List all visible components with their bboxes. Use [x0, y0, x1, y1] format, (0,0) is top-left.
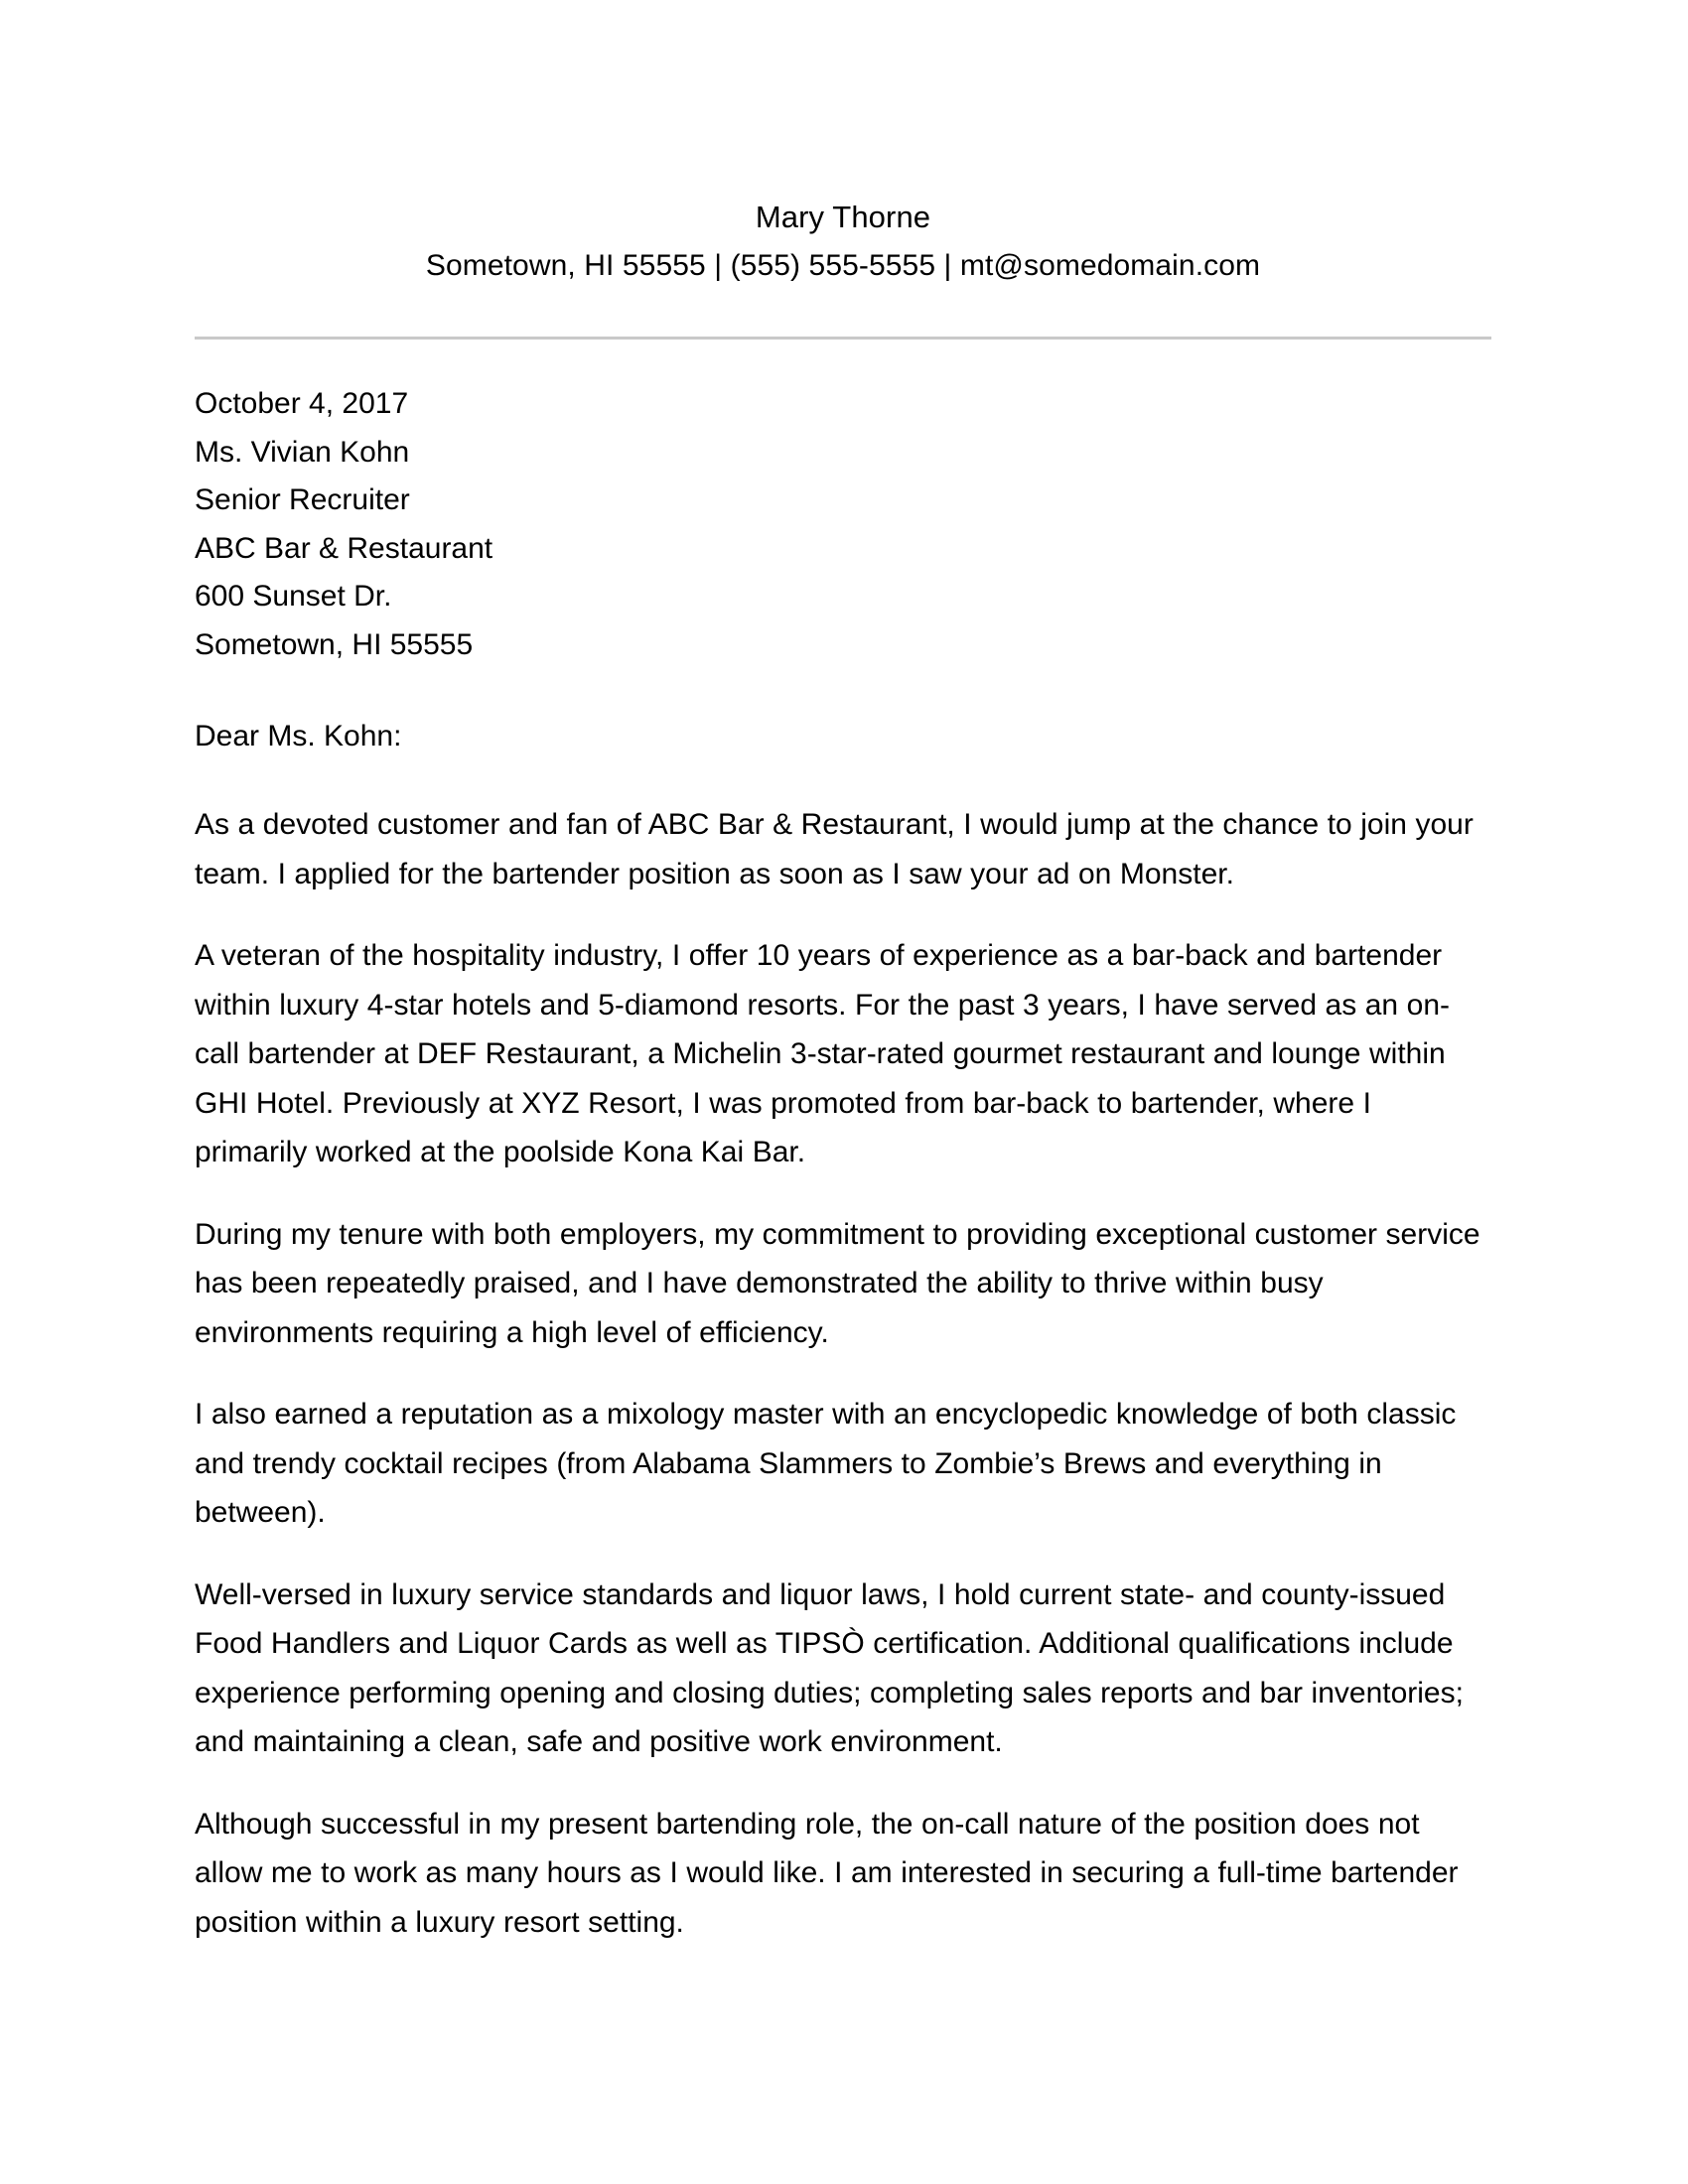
- body-paragraph-3: During my tenure with both employers, my commitment to providing exceptional customer service has been repeatedly praised, and I have demonstrated the ability to thrive within busy environments requiring a high level of efficiency.: [195, 1217, 1480, 1349]
- letter-content: [195, 0, 1491, 1947]
- body-paragraph-6: Although successful in my present bartending role, the on-call nature of the position does not allow me to work as many hours as I would like. I am interested in securing a full-time bartender position within a luxury resort setting.: [195, 1807, 1459, 1939]
- recipient-city-state-zip: Sometown, HI 55555: [195, 627, 474, 661]
- letter-body: [195, 800, 1491, 1947]
- sender-contact-line: Sometown, HI 55555 | (555) 555-5555 | mt@somedomain.com: [425, 249, 1261, 282]
- letterhead-divider: [195, 337, 1491, 340]
- body-paragraph-4: I also earned a reputation as a mixology master with an encyclopedic knowledge of both classic and trendy cocktail recipes (from Alabama Slammers to Zombie’s Brews and everything in between).: [195, 1398, 1457, 1529]
- recipient-company: ABC Bar & Restaurant: [195, 531, 493, 565]
- salutation: Dear Ms. Kohn:: [195, 720, 402, 752]
- sender-name: Mary Thorne: [755, 200, 931, 234]
- letterhead: [195, 0, 1491, 289]
- recipient-name: Ms. Vivian Kohn: [195, 435, 410, 469]
- body-paragraph-2: A veteran of the hospitality industry, I offer 10 years of experience as a bar-back and bartender within luxury 4-star hotels and 5-diamond resorts. For the past 3 years, I have served as an on-call bartender at DEF Restaurant, a Michelin 3-star-rated gourmet restaurant and lounge within GHI Hotel. Previously at XYZ Resort, I was promoted from bar-back to bartender, where I primarily worked at the poolside Kona Kai Bar.: [195, 939, 1451, 1168]
- body-paragraph-5: Well-versed in luxury service standards and liquor laws, I hold current state- and county-issued Food Handlers and Liquor Cards as well as TIPSÒ certification. Additional qualifications include experience performing opening and closing duties; completing sales reports and bar inventories; and maintaining a clean, safe and positive work environment.: [195, 1577, 1464, 1758]
- recipient-street: 600 Sunset Dr.: [195, 580, 392, 613]
- body-paragraph-1: As a devoted customer and fan of ABC Bar & Restaurant, I would jump at the chance to join your team. I applied for the bartender position as soon as I saw your ad on Monster.: [195, 808, 1474, 890]
- letter-date: October 4, 2017: [195, 387, 409, 420]
- recipient-address-block: [195, 380, 1491, 669]
- recipient-title: Senior Recruiter: [195, 483, 410, 516]
